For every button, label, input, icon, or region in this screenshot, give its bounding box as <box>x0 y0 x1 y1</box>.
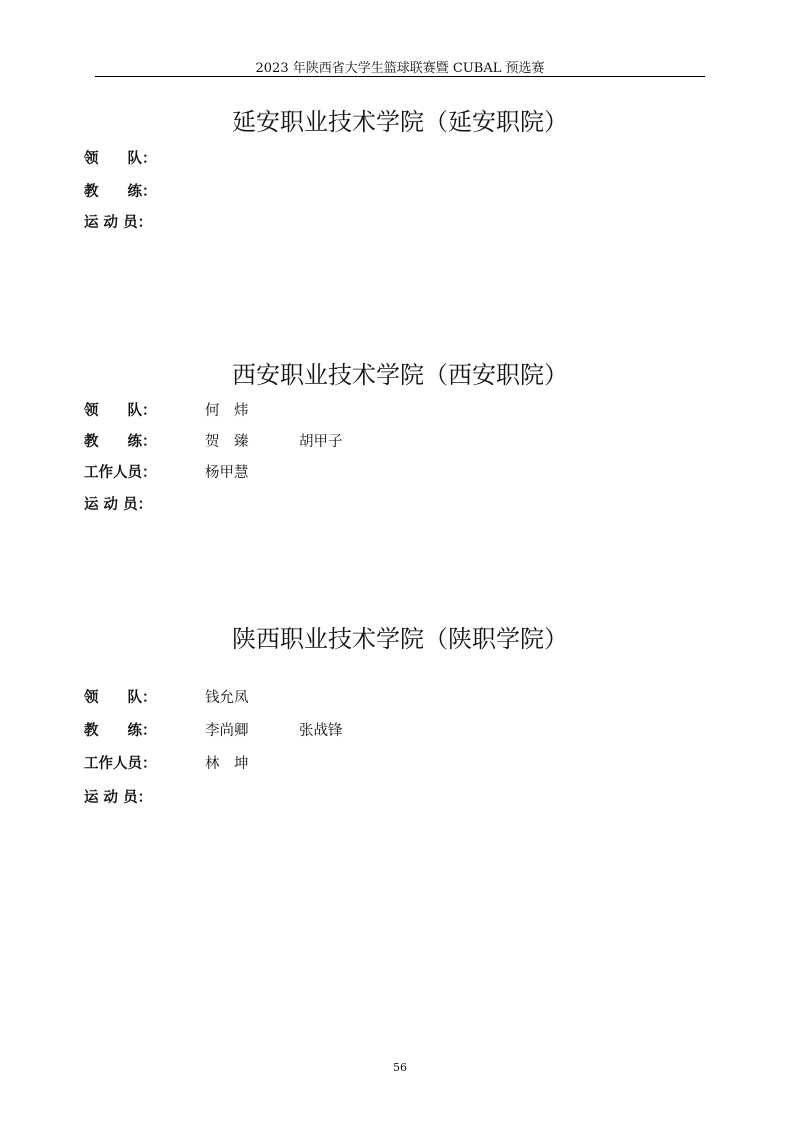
section-title: 陕西职业技术学院（陕职学院） <box>232 625 568 653</box>
staff-name: 杨甲慧 <box>205 465 249 481</box>
coach-label: 教 练： <box>84 184 157 200</box>
staff-label: 工作人员： <box>84 756 157 772</box>
players-label: 运 动 员： <box>84 215 153 231</box>
leader-label: 领 队： <box>84 690 157 706</box>
leader-label: 领 队： <box>84 151 157 167</box>
section-title: 西安职业技术学院（西安职院） <box>232 361 568 389</box>
staff-name: 林 坤 <box>205 756 249 772</box>
leader-label: 领 队： <box>84 403 157 419</box>
coach-label: 教 练： <box>84 434 157 450</box>
leader-name: 钱允凤 <box>205 690 249 706</box>
coach-name: 贺 臻 <box>205 434 249 450</box>
staff-label: 工作人员： <box>84 465 157 481</box>
leader-name: 何 炜 <box>205 403 249 419</box>
section-title: 延安职业技术学院（延安职院） <box>232 108 568 136</box>
page-header: 2023 年陕西省大学生篮球联赛暨 CUBAL 预选赛 <box>255 61 545 76</box>
coach-name: 李尚卿 <box>205 723 249 739</box>
coach-label: 教 练： <box>84 723 157 739</box>
page-number: 56 <box>393 1061 407 1074</box>
coach-name: 胡甲子 <box>299 434 343 450</box>
players-label: 运 动 员： <box>84 790 153 806</box>
players-label: 运 动 员： <box>84 497 153 513</box>
coach-name: 张战锋 <box>299 723 343 739</box>
header-rule <box>95 76 705 77</box>
